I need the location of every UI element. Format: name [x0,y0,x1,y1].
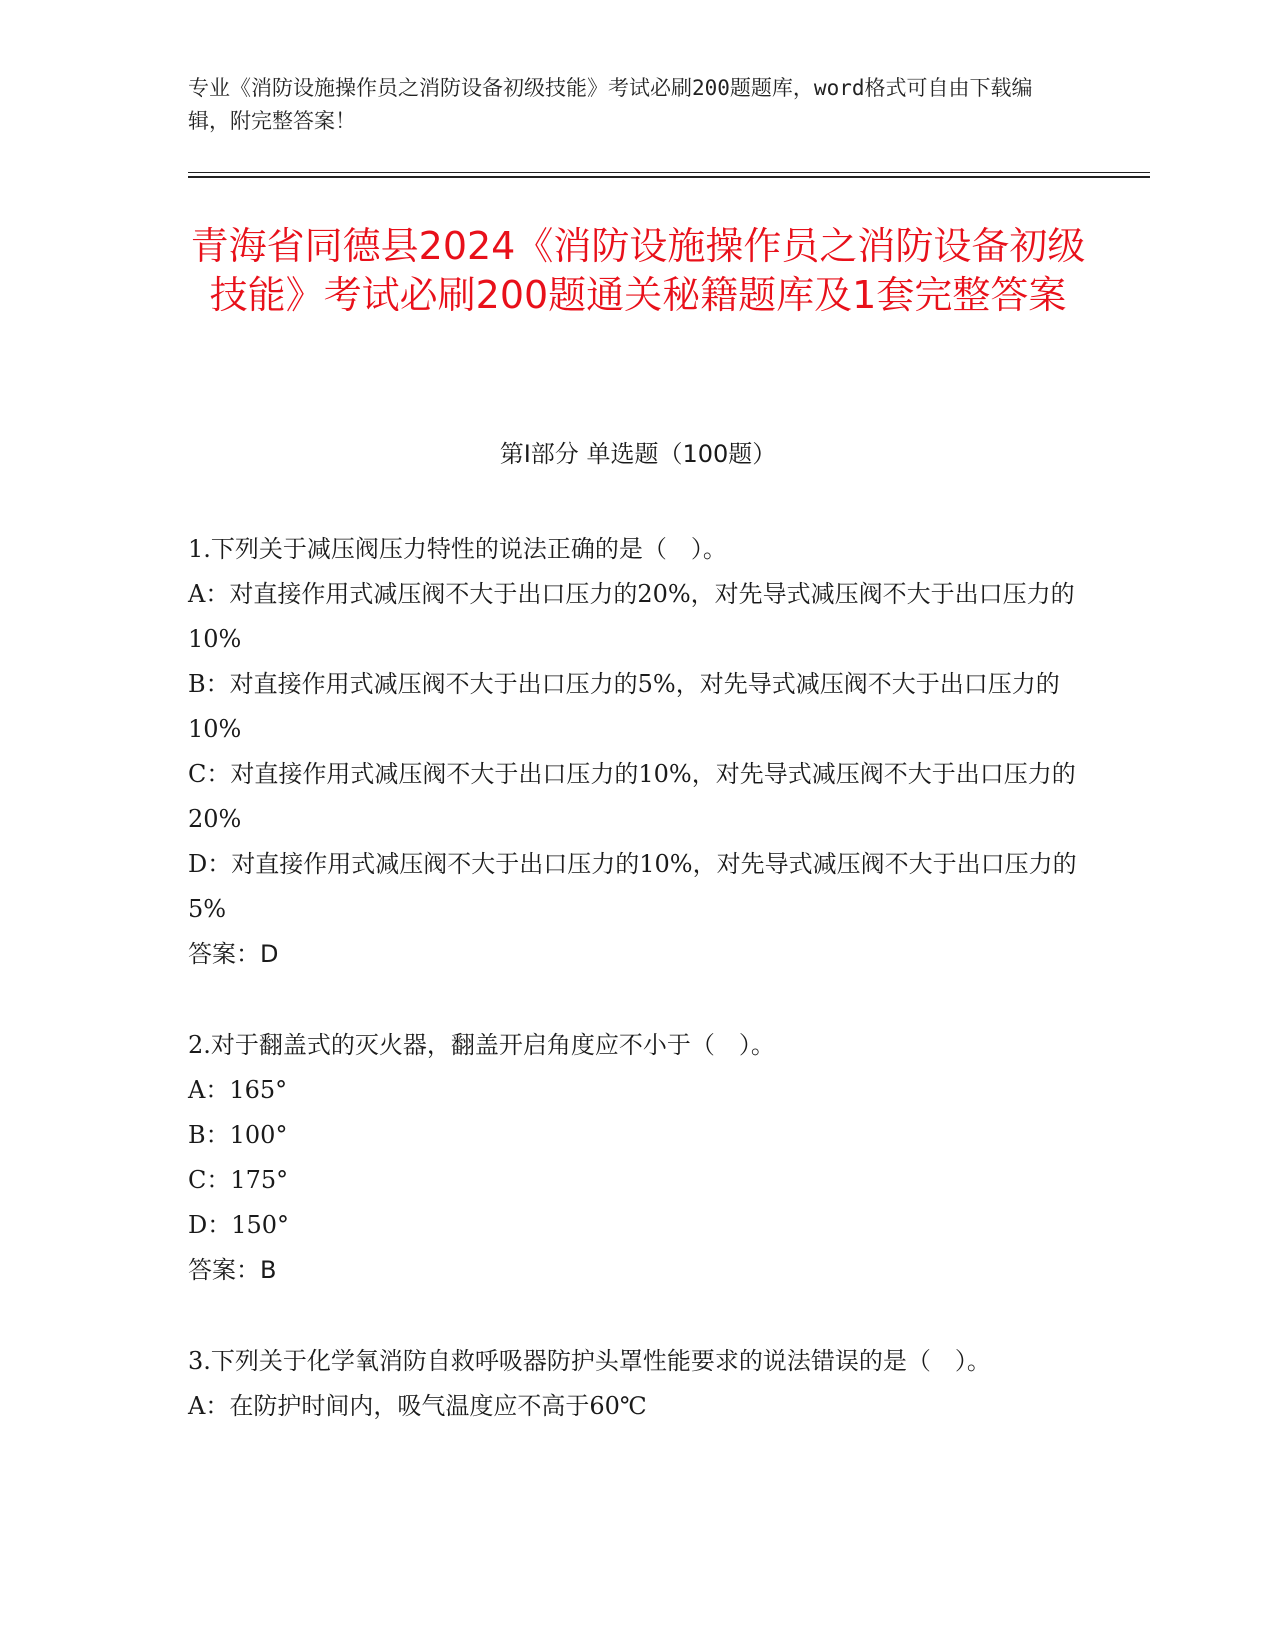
question-3 [188,1339,1088,1429]
header-divider-thick [188,176,1150,178]
option-a: A：165° [188,1076,288,1104]
answer: 答案：B [188,1256,277,1284]
question-1 [188,527,1088,977]
option-d: D：150° [188,1211,290,1239]
option-c: C：对直接作用式减压阀不大于出口压力的10%，对先导式减压阀不大于出口压力的20% [188,760,1076,833]
section-heading: 第I部分 单选题（100题） [499,440,777,468]
option-d: D：对直接作用式减压阀不大于出口压力的10%，对先导式减压阀不大于出口压力的5% [188,850,1077,923]
question-list [188,527,1088,1475]
option-c: C：175° [188,1166,289,1194]
header-divider-thin [188,172,1150,173]
option-a: A：在防护时间内，吸气温度应不高于60℃ [188,1392,647,1420]
question-2 [188,1023,1088,1293]
document-title: 青海省同德县2024《消防设施操作员之消防设备初级技能》考试必刷200题通关秘籍题库及1套完整答案 [190,224,1086,317]
header-note: 专业《消防设施操作员之消防设备初级技能》考试必刷200题题库，word格式可自由下载编辑，附完整答案！ [188,76,1033,133]
question-stem: 3.下列关于化学氧消防自救呼吸器防护头罩性能要求的说法错误的是（ ）。 [188,1347,991,1375]
answer: 答案：D [188,940,279,968]
option-b: B：100° [188,1121,288,1149]
question-stem: 2.对于翻盖式的灭火器，翻盖开启角度应不小于（ ）。 [188,1031,775,1059]
question-stem: 1.下列关于减压阀压力特性的说法正确的是（ ）。 [188,535,727,563]
option-b: B：对直接作用式减压阀不大于出口压力的5%，对先导式减压阀不大于出口压力的10% [188,670,1060,743]
option-a: A：对直接作用式减压阀不大于出口压力的20%，对先导式减压阀不大于出口压力的10% [188,580,1075,653]
